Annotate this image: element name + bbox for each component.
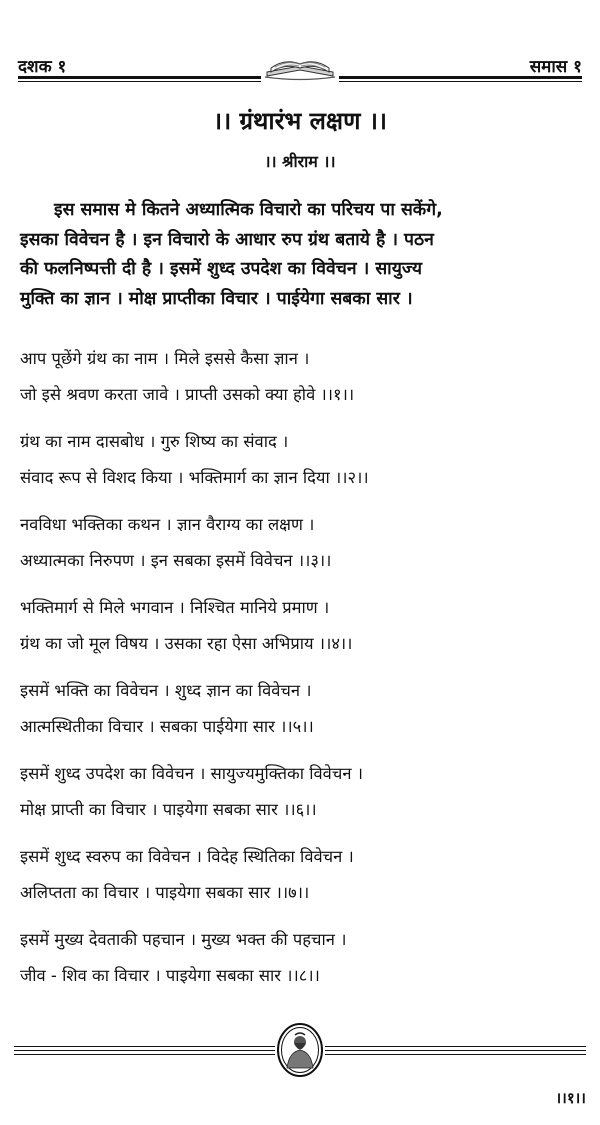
stanza-5 [20,673,586,756]
verse-line: इसमें शुध्द स्वरुप का विवेचन । विदेह स्थितिका विवेचन । [20,847,354,866]
verse-line: ग्रंथ का नाम दासबोध । गुरु शिष्य का संवाद । [20,432,289,451]
stanza-2 [20,424,586,507]
verse-line: अध्यात्मका निरुपण । इन सबका इसमें विवेचन ।।३।। [20,551,332,570]
stanza-3 [20,507,586,590]
verse-line: भक्तिमार्ग से मिले भगवान । निश्चित मानिये प्रमाण । [20,598,330,617]
verse-line: आप पूछेंगे ग्रंथ का नाम । मिले इससे कैसा ज्ञान । [20,349,310,368]
section-label: समास १ [529,57,582,77]
page-footer [14,1032,586,1092]
verse-line: अलिप्तता का विचार । पाइयेगा सबका सार ।।७।। [20,883,310,902]
stanza-8 [20,922,586,1005]
stanza-1 [20,341,586,424]
verse-line: जो इसे श्रवण करता जावे । प्राप्ती उसको क्या होवे ।।१।। [20,385,355,404]
verse-line: मोक्ष प्राप्ती का विचार । पाइयेगा सबका सार ।।६।। [20,800,317,819]
chapter-label: दशक १ [18,57,67,77]
verse-list [20,341,586,1005]
verse-line: ग्रंथ का जो मूल विषय । उसका रहा ऐसा अभिप्राय ।।४।। [20,634,353,653]
page-subtitle: ।। श्रीराम ।। [264,152,336,171]
sage-portrait-icon [275,1022,325,1078]
verse-line: इसमें भक्ति का विवेचन । शुध्द ज्ञान का विवेचन । [20,681,312,700]
open-book-icon [261,48,339,82]
stanza-4 [20,590,586,673]
verse-line: आत्मस्थितीका विचार । सबका पाईयेगा सार ।।५।। [20,717,314,736]
intro-line: इस समास मे कितने अध्यात्मिक विचारो का परिचय पा सकेंगे, [54,200,443,220]
verse-line: जीव - शिव का विचार । पाइयेगा सबका सार ।।८।। [20,966,320,985]
stanza-7 [20,839,586,922]
intro-line: मुक्ति का ज्ञान । मोक्ष प्राप्तीका विचार । पाईयेगा सबका सार । [20,288,413,309]
page-number: ।।१।। [555,1089,586,1107]
page-title: ।। ग्रंथारंभ लक्षण ।। [212,107,388,135]
intro-line: की फलनिष्पत्ती दी है । इसमें शुध्द उपदेश का विवेचन । सायुज्य [20,259,423,279]
page-header [18,54,582,84]
verse-line: इसमें मुख्य देवताकी पहचान । मुख्य भक्त की पहचान । [20,930,347,949]
verse-line: संवाद रूप से विशद किया । भक्तिमार्ग का ज्ञान दिया ।।२।। [20,468,369,487]
stanza-6 [20,756,586,839]
verse-line: इसमें शुध्द उपदेश का विवेचन । सायुज्यमुक्तिका विवेचन । [20,764,363,783]
verse-line: नवविधा भक्तिका कथन । ज्ञान वैराग्य का लक्षण । [20,515,315,534]
intro-paragraph [20,196,586,314]
intro-line: इसका विवेचन है । इन विचारो के आधार रुप ग्रंथ बताये है । पठन [20,229,434,250]
